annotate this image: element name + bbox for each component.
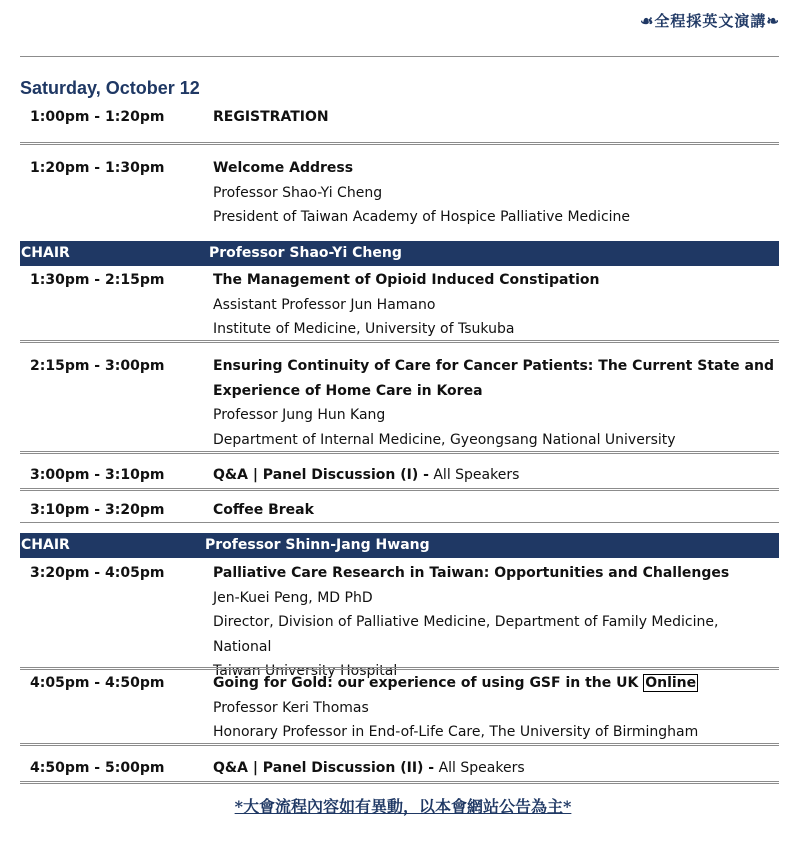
session-note: All Speakers [428, 467, 520, 483]
session-time: 1:30pm - 2:15pm [30, 272, 165, 288]
session-time: 3:00pm - 3:10pm [30, 467, 165, 483]
session-affiliation-cont: Taiwan University Hospital [213, 663, 398, 679]
online-badge: Online [645, 675, 697, 691]
session-affiliation: Department of Internal Medicine, Gyeongsang National University [213, 431, 676, 448]
session-title: Going for Gold: our experience of using GSF in the UK [213, 675, 639, 691]
session-time: 4:50pm - 5:00pm [30, 760, 165, 776]
session-title: Palliative Care Research in Taiwan: Opportunities and Challenges [213, 565, 730, 581]
chair-bar [20, 533, 779, 558]
divider [20, 781, 779, 784]
session-speaker: Assistant Professor Jun Hamano [213, 296, 436, 313]
divider [20, 142, 779, 145]
session-speaker: Professor Jung Hun Kang [213, 407, 386, 423]
chair-name: Professor Shao-Yi Cheng [209, 245, 402, 261]
session-title-cont: Experience of Home Care in Korea [213, 382, 483, 399]
divider [20, 451, 779, 454]
session-speaker: Professor Shao-Yi Cheng [213, 184, 383, 201]
session-speaker: Jen-Kuei Peng, MD PhD [213, 589, 373, 606]
chair-label: CHAIR [21, 245, 70, 261]
footer-note: *大會流程內容如有異動，以本會網站公告為主* [234, 797, 572, 816]
divider [20, 667, 779, 670]
session-title: Ensuring Continuity of Care for Cancer Patients: The Current State and [213, 358, 774, 374]
header-title: ☙全程採英文演講❧ [639, 12, 780, 30]
ornament-right-icon: ❧ [766, 12, 780, 30]
divider [20, 743, 779, 746]
session-speaker: Professor Keri Thomas [213, 699, 369, 716]
session-title-line [213, 671, 779, 696]
session-affiliation: President of Taiwan Academy of Hospice Palliative Medicine [213, 209, 631, 225]
session-title: Q&A | Panel Discussion (I) - [213, 467, 429, 483]
chair-label: CHAIR [21, 537, 70, 553]
divider [20, 340, 779, 343]
divider [20, 56, 779, 57]
session-title: Welcome Address [213, 160, 354, 176]
session-time: 3:10pm - 3:20pm [30, 502, 165, 518]
session-title: The Management of Opioid Induced Constipation [213, 272, 600, 288]
divider [20, 522, 779, 523]
chair-bar [20, 241, 779, 266]
session-affiliation: Director, Division of Palliative Medicine, Department of Family Medicine, National [213, 614, 719, 655]
session-note: All Speakers [434, 760, 525, 776]
divider [20, 488, 779, 491]
session-time: 3:20pm - 4:05pm [30, 565, 165, 581]
session-title: Coffee Break [213, 502, 314, 518]
date-heading: Saturday, October 12 [20, 78, 200, 98]
session-title: Q&A | Panel Discussion (II) - [213, 760, 435, 776]
session-title: REGISTRATION [213, 109, 329, 125]
chair-name: Professor Shinn-Jang Hwang [205, 537, 430, 553]
session-time: 1:20pm - 1:30pm [30, 160, 165, 176]
session-time: 1:00pm - 1:20pm [30, 109, 165, 125]
ornament-left-icon: ☙ [639, 12, 655, 30]
session-time: 4:05pm - 4:50pm [30, 675, 165, 691]
session-affiliation: Institute of Medicine, University of Tsukuba [213, 321, 515, 337]
session-affiliation: Honorary Professor in End-of-Life Care, The University of Birmingham [213, 724, 699, 740]
session-time: 2:15pm - 3:00pm [30, 358, 165, 374]
